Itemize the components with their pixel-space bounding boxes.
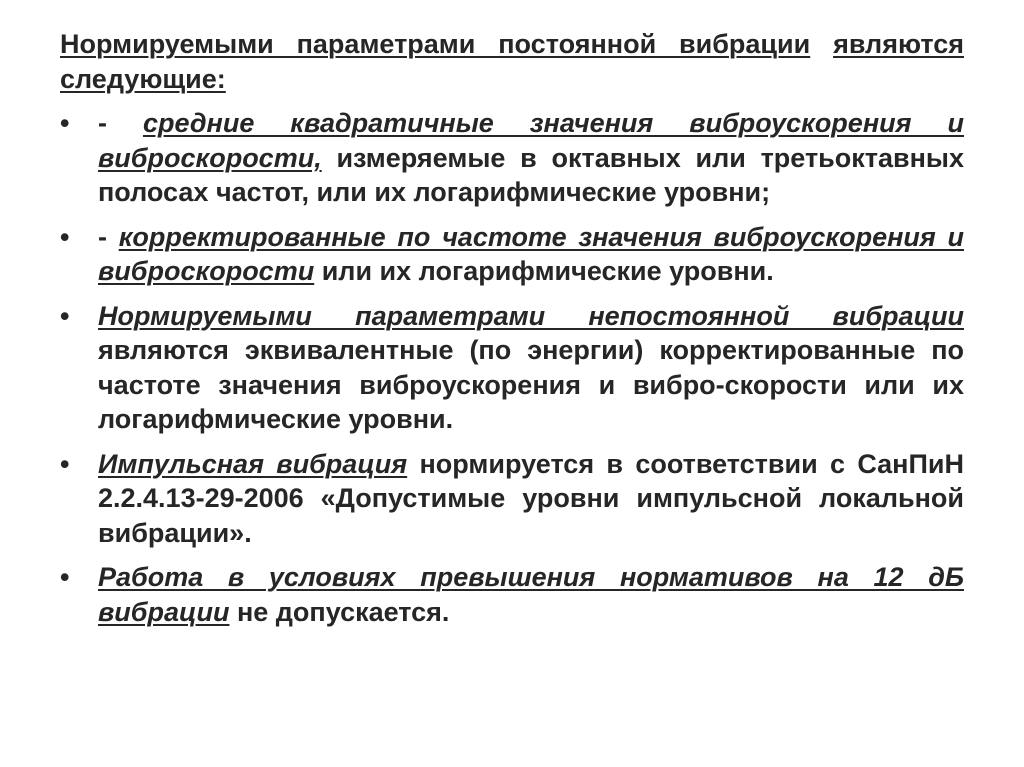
bullet-icon: • [60, 448, 70, 479]
item-emphasis: корректированные по частоте значения виброускорения и виброскорости [98, 221, 964, 286]
item-dash: - [98, 221, 119, 252]
item-text: нормируется в соответствии с СанПиН 2.2.4.13-29-2006 «Допустимые уровни импульсной локальной вибрации». [98, 448, 964, 548]
list-item [60, 220, 964, 289]
item-emphasis: Нормируемыми параметрами непостоянной вибрации [98, 300, 964, 331]
list-item [60, 560, 964, 629]
list-item [60, 447, 964, 551]
bullet-icon: • [60, 562, 70, 592]
item-text: измеряемые в октавных или третьоктавных полосах частот, или их логарифмические уровни; [98, 142, 964, 207]
item-emphasis: Работа в условиях превышения нормативов на 12 дБ вибрации [98, 562, 964, 627]
bullet-icon: • [60, 108, 70, 138]
bullet-icon: • [60, 221, 70, 252]
item-dash: - [98, 108, 143, 138]
list-item [60, 299, 964, 437]
item-emphasis: средние квадратичные значения виброускорения и виброскорости, [98, 108, 964, 173]
item-emphasis: Импульсная вибрация [98, 448, 408, 479]
item-text: являются эквивалентные (по энергии) корректированные по частоте значения виброускорения и вибро-скорости или их логарифмические уровни. [98, 335, 964, 434]
item-text: или их логарифмические уровни. [314, 256, 774, 286]
intro-rest: являются следующие: [60, 29, 964, 94]
intro-paragraph [60, 27, 964, 96]
item-text: не допускается. [229, 596, 450, 627]
list-item [60, 106, 964, 210]
bullet-icon: • [60, 300, 70, 331]
slide-body [60, 27, 964, 639]
intro-lead: Нормируемыми параметрами постоянной вибрации [60, 29, 811, 59]
